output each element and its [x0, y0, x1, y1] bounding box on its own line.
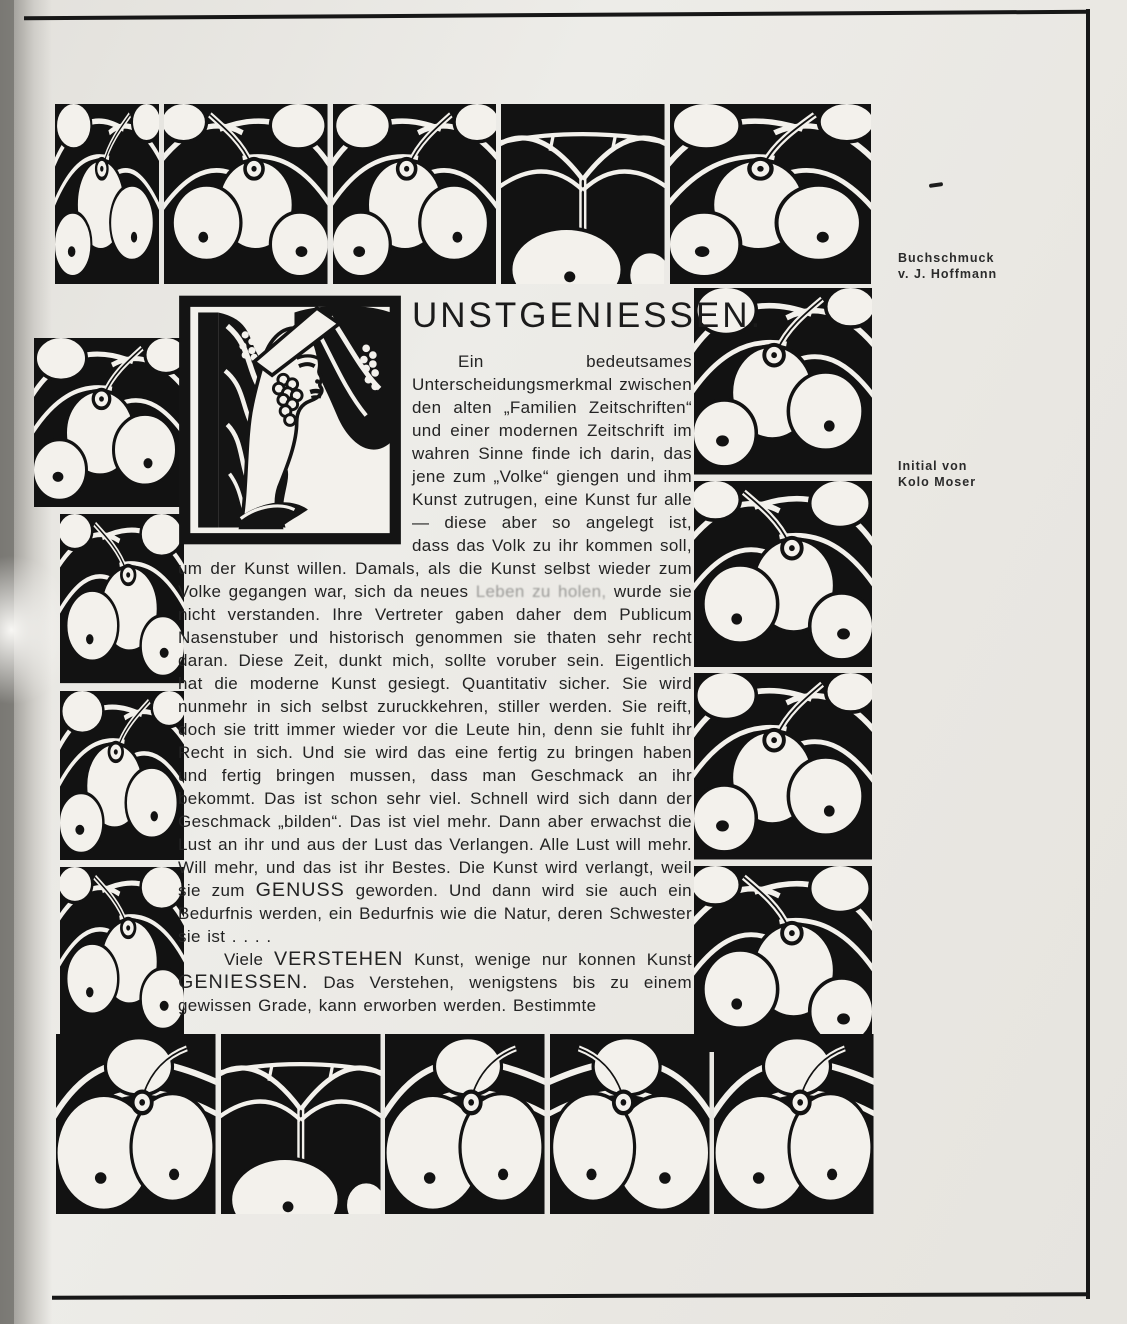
text-segment-emph: VERSTEHEN	[273, 948, 404, 970]
ornament-border-bottom	[56, 1034, 874, 1214]
ornament-tile-b	[550, 1034, 710, 1214]
ornament-tile-b	[714, 1034, 874, 1214]
ornament-tile-a	[333, 104, 497, 284]
article-body	[178, 294, 764, 1017]
article-title: UNSTGENIESSEN.	[412, 296, 764, 335]
frame-rule-top	[24, 10, 1088, 20]
ornament-tile-a	[60, 691, 184, 860]
text-segment-smudged: Leben zu holen,	[475, 582, 607, 601]
margin-note-line: Initial von	[898, 459, 968, 473]
ornament-tile-a	[670, 104, 871, 284]
ornament-tile-a	[694, 866, 872, 1053]
ornament-tile-a	[34, 338, 184, 507]
ornament-tile-a	[55, 104, 159, 284]
margin-note-line: Kolo Moser	[898, 475, 977, 489]
ornament-tile-a	[60, 514, 184, 683]
ornament-tile-a	[694, 673, 872, 860]
text-segment-emph: GENIESSEN.	[178, 971, 309, 993]
initial-block	[178, 294, 402, 546]
ornament-tile-tree	[501, 104, 665, 284]
ornament-border-left	[34, 338, 184, 1036]
ornament-tile-a	[60, 867, 184, 1036]
ornament-tile-b	[385, 1034, 545, 1214]
text-segment-emph: GENUSS	[255, 879, 345, 901]
ornament-border-right	[694, 288, 872, 1052]
margin-note-buchschmuck	[898, 250, 1058, 282]
text-segment: Viele	[224, 950, 274, 969]
text-segment: wurde sie nicht verstanden. Ihre Vertreter gaben daher dem Publicum Nasenstuber und historisch genommen sie thaten sehr recht daran. Diese Zeit, dunkt mich, sollte voruber sein. Eigentlich hat die moderne Kunst gesiegt. Quantitativ sicher. Sie wird nunmehr in sich selbst zuruckkehren, stiller werden. Sie reift, doch sie tritt immer wieder vor die Leute hin, denn sie fuhlt ihr Recht in sich. Und sie wird das eine fertig zu bringen haben und fertig bringen mussen, dass man Geschmack an ihr bekommt. Das ist schon sehr viel. Schnell wird sich dann der Geschmack „bilden“. Das ist viel mehr. Dann aber erwachst die Lust an ihr und aus der Lust das Verlangen. Alle Lust will mehr. Will mehr, und das ist ihr Bestes. Die Kunst wird verlangt, weil sie zum	[178, 582, 692, 900]
ornament-tile-a	[694, 481, 872, 668]
text-segment: Das Verstehen, wenigstens bis zu einem gewissen Grade, kann erworben werden. Bestimmte	[178, 973, 692, 1015]
text-segment: Ein bedeutsames Unterscheidungsmerkmal zwischen den alten „Familien Zeitschriften“ und einer modernen Zeitschrift im wahren Sinne finde ich darin, das jene zum „Volke“ giengen und ihm Kunst zutrugen, eine Kunst fur alle — diese aber so angelegt ist, dass das Volk zu ihr kommen soll, um der Kunst willen. Damals, als die Kunst selbst wieder zum Volke gegangen war, sich da neues	[178, 352, 692, 601]
ornament-tile-tree	[221, 1034, 381, 1214]
text-segment: geworden. Und dann wird sie auch ein Bedurfnis werden, ein Bedurfnis wie die Natur, deren Schwester sie ist . . . .	[178, 881, 692, 946]
initial-letter-K-woodcut	[178, 294, 402, 546]
ornament-tile-a	[164, 104, 328, 284]
margin-note-line: Buchschmuck	[898, 251, 995, 265]
ornament-border-top	[55, 104, 871, 284]
ornament-tile-b	[56, 1034, 216, 1214]
margin-note-initial	[898, 458, 1058, 490]
frame-rule-bottom	[52, 1292, 1090, 1300]
text-segment: Kunst, wenige nur konnen Kunst	[403, 950, 692, 969]
frame-rule-right	[1086, 9, 1090, 1299]
article-paragraph-2	[178, 948, 692, 1017]
ink-mark	[929, 182, 943, 188]
margin-note-line: v. J. Hoffmann	[898, 267, 998, 281]
